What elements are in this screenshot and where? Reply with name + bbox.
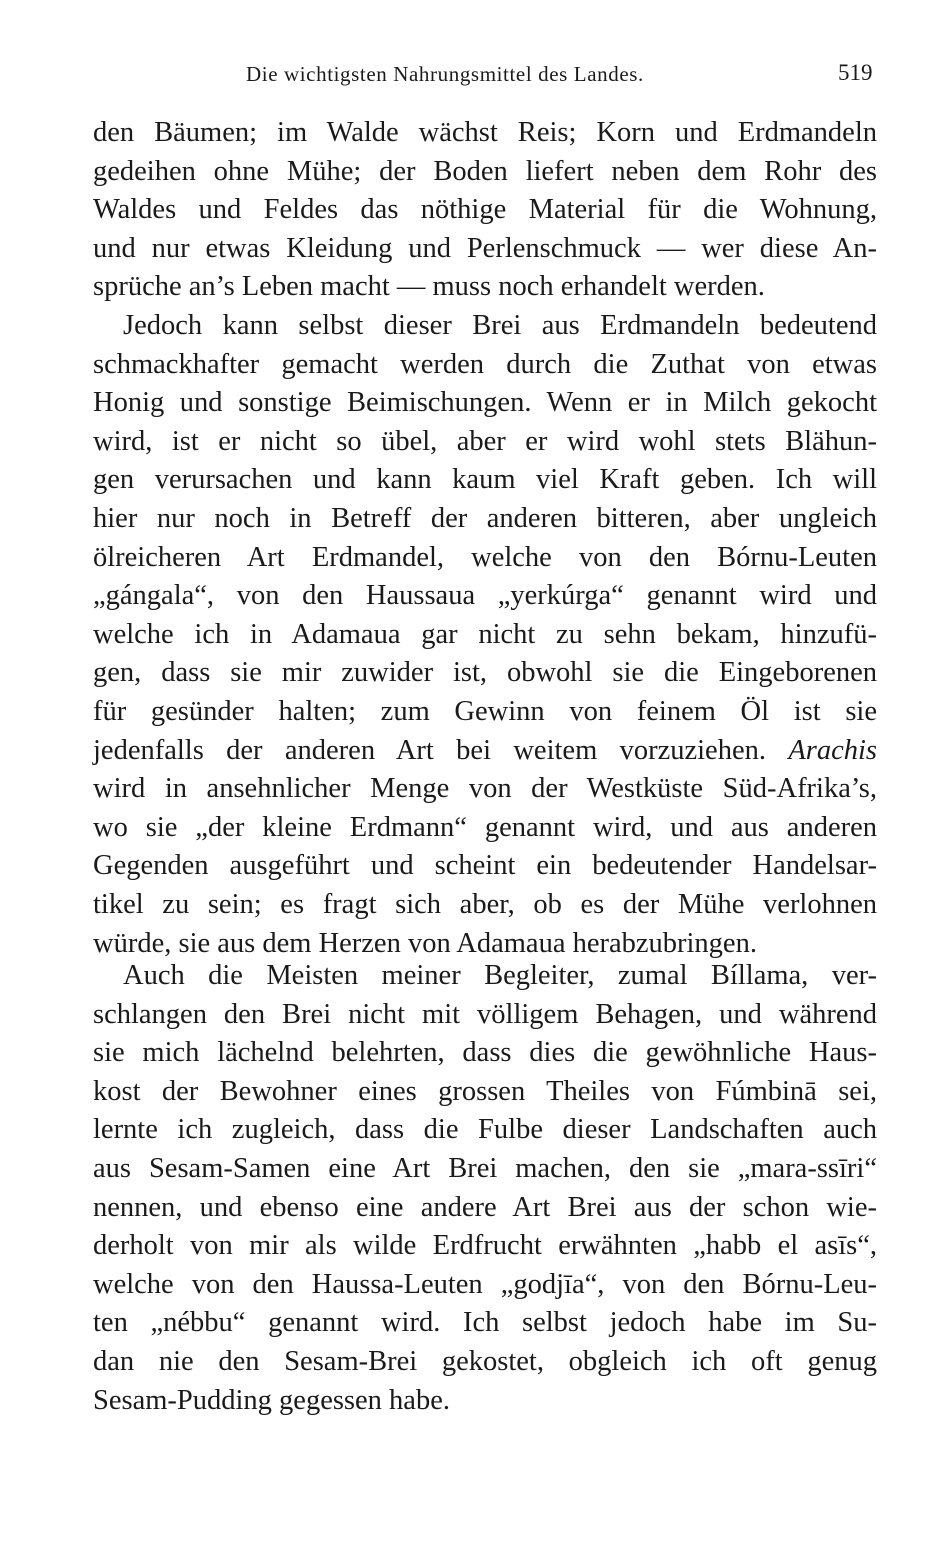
text-line: ölreicheren Art Erdmandel, welche von den Bórnu-Leuten	[93, 541, 877, 573]
paragraph-1	[93, 114, 877, 307]
italic-term: Arachis	[788, 734, 878, 766]
text-line: dan nie den Sesam-Brei gekostet, obgleich ich oft genug	[93, 1345, 877, 1377]
text-line: tikel zu sein; es fragt sich aber, ob es der Mühe verlohnen	[93, 888, 877, 920]
text-line: würde, sie aus dem Herzen von Adamaua herabzubringen.	[93, 927, 757, 959]
page-number: 519	[838, 60, 873, 85]
text-line: Waldes und Feldes das nöthige Material für die Wohnung,	[93, 194, 877, 226]
text-line: „gángala“, von den Haussaua „yerkúrga“ genannt wird und	[93, 580, 877, 612]
text-line: welche von den Haussa-Leuten „godjīa“, von den Bórnu-Leu-	[93, 1268, 877, 1300]
text-line: hier nur noch in Betreff der anderen bitteren, aber ungleich	[93, 502, 877, 534]
text-line: wird in ansehnlicher Menge von der Westküste Süd-Afrika’s,	[93, 773, 877, 805]
text-line: wird, ist er nicht so übel, aber er wird wohl stets Blähun-	[93, 425, 877, 457]
text-line: den Bäumen; im Walde wächst Reis; Korn und Erdmandeln	[93, 117, 877, 148]
text-line: schlangen den Brei nicht mit völligem Behagen, und während	[93, 998, 877, 1030]
text-line: und nur etwas Kleidung und Perlenschmuck — wer diese An-	[93, 232, 877, 264]
text-line: schmackhafter gemacht werden durch die Zuthat von etwas	[93, 348, 877, 380]
text-line: nennen, und ebenso eine andere Art Brei aus der schon wie-	[93, 1191, 877, 1223]
text-line: Jedoch kann selbst dieser Brei aus Erdmandeln bedeutend	[123, 310, 877, 341]
text-line: gen verursachen und kann kaum viel Kraft geben. Ich will	[93, 464, 877, 496]
text-line: sprüche an’s Leben macht — muss noch erhandelt werden.	[93, 271, 765, 303]
text-line: ten „nébbu“ genannt wird. Ich selbst jedoch habe im Su-	[93, 1307, 877, 1339]
text-line: welche ich in Adamaua gar nicht zu sehn bekam, hinzufü-	[93, 618, 877, 650]
text-line: Auch die Meisten meiner Begleiter, zumal Bíllama, ver-	[123, 960, 877, 991]
text-line: für gesünder halten; zum Gewinn von feinem Öl ist sie	[93, 695, 877, 727]
text-segment: jedenfalls der anderen Art bei weitem vorzuziehen.	[93, 734, 766, 766]
text-line: lernte ich zugleich, dass die Fulbe dieser Landschaften auch	[93, 1114, 877, 1146]
text-line: kost der Bewohner eines grossen Theiles von Fúmbinā sei,	[93, 1075, 877, 1107]
text-line: derholt von mir als wilde Erdfrucht erwähnten „habb el asīs“,	[93, 1230, 877, 1262]
text-line: sie mich lächelnd belehrten, dass dies die gewöhnliche Haus-	[93, 1037, 877, 1069]
paragraph-2	[93, 307, 877, 963]
paragraph-3	[93, 957, 877, 1420]
text-line: aus Sesam-Samen eine Art Brei machen, den sie „mara-ssīri“	[93, 1152, 877, 1184]
running-title: Die wichtigsten Nahrungsmittel des Landes.	[246, 62, 644, 86]
text-line: Gegenden ausgeführt und scheint ein bedeutender Handelsar-	[93, 850, 877, 882]
text-line: Honig und sonstige Beimischungen. Wenn er in Milch gekocht	[93, 387, 877, 419]
text-line: gedeihen ohne Mühe; der Boden liefert neben dem Rohr des	[93, 155, 877, 187]
text-line: Sesam-Pudding gegessen habe.	[93, 1384, 450, 1416]
text-line-with-italic	[93, 732, 877, 771]
text-line: gen, dass sie mir zuwider ist, obwohl sie die Eingeborenen	[93, 657, 877, 689]
text-line: wo sie „der kleine Erdmann“ genannt wird, und aus anderen	[93, 811, 877, 843]
